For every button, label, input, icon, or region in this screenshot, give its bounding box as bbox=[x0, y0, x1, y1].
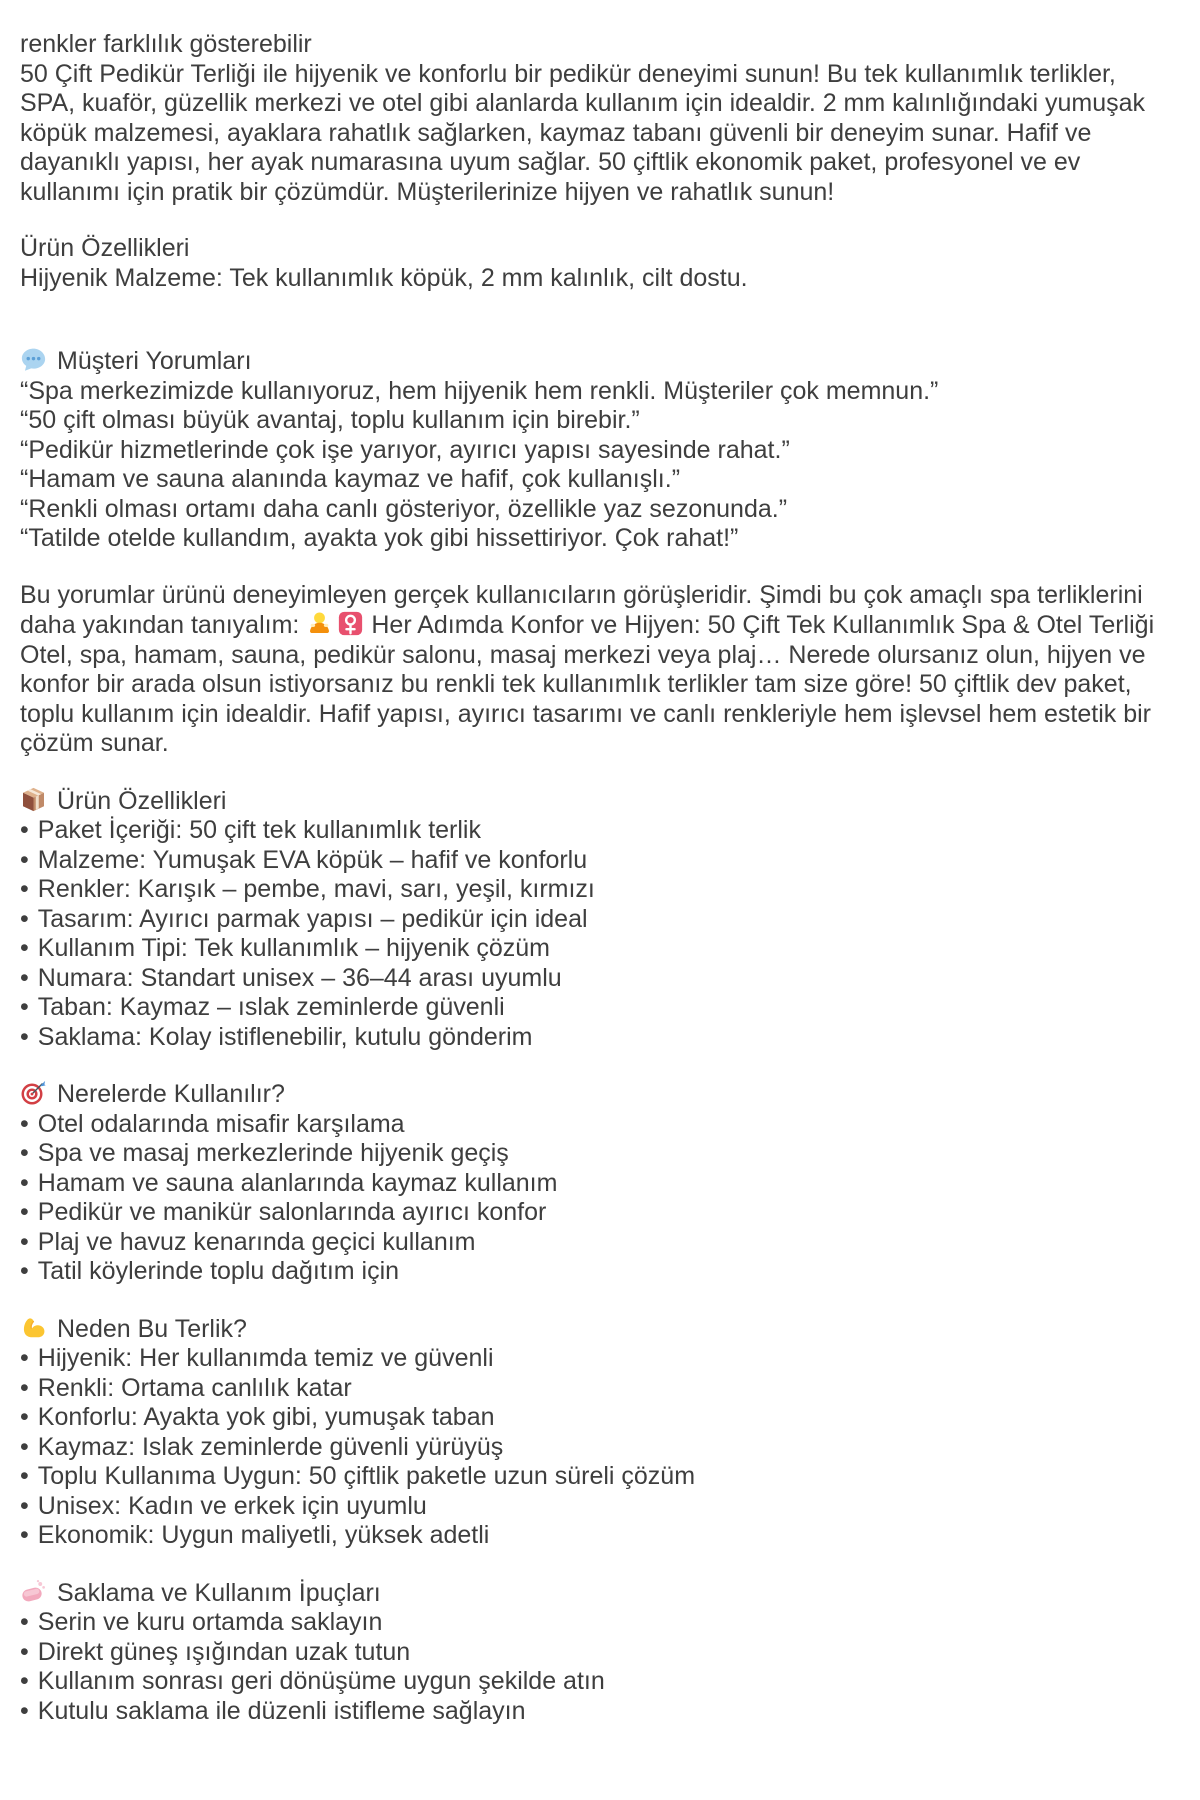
why-bullet: • Toplu Kullanıma Uygun: 50 çiftlik paketle uzun süreli çözüm bbox=[20, 1462, 696, 1490]
feature-bullet: • Kullanım Tipi: Tek kullanımlık – hijyenik çözüm bbox=[20, 934, 551, 962]
bullet-marker: • bbox=[20, 1109, 29, 1138]
spacer bbox=[20, 293, 1180, 346]
package-icon bbox=[20, 786, 47, 813]
use-bullet: • Otel odalarında misafir karşılama bbox=[20, 1109, 405, 1138]
product-features-heading: Ürün Özellikleri bbox=[20, 786, 1160, 817]
bullet-marker: • bbox=[20, 1227, 29, 1256]
bullet-marker: • bbox=[20, 816, 29, 844]
storage-bullet: • Kullanım sonrası geri dönüşüme uygun şekilde atın bbox=[20, 1667, 605, 1695]
bullet-marker: • bbox=[20, 1198, 29, 1226]
usage-paragraph: Otel, spa, hamam, sauna, pedikür salonu, masaj merkezi veya plaj… Nerede olursanız olun, hijyen ve konfor bir arada olsun istiyorsanız bu renkli tek kullanımlık terlikler tam size göre! 50 çiftlik dev paket, toplu kullanım için idealdir. Hafif yapısı, ayırıcı tasarımı ve canlı renkleriyle hem işlevsel hem estetik bir çözüm sunar. bbox=[20, 640, 1151, 757]
feature-bullet: • Saklama: Kolay istiflenebilir, kutulu gönderim bbox=[20, 1022, 533, 1051]
bullet-marker: • bbox=[20, 1022, 29, 1051]
bullet-marker: • bbox=[20, 1462, 29, 1490]
speech-balloon-icon bbox=[20, 346, 47, 373]
simple-features-detail: Hijyenik Malzeme: Tek kullanımlık köpük, 2 mm kalınlık, cilt dostu. bbox=[20, 263, 748, 292]
why-bullet: • Unisex: Kadın ve erkek için uyumlu bbox=[20, 1491, 427, 1520]
where-to-use-heading: Nerelerde Kullanılır? bbox=[20, 1079, 1160, 1110]
bullet-marker: • bbox=[20, 1373, 29, 1402]
why-bullet: • Konforlu: Ayakta yok gibi, yumuşak taban bbox=[20, 1403, 495, 1431]
intro-paragraph: 50 Çift Pedikür Terliği ile hijyenik ve konforlu bir pedikür deneyimi sunun! Bu tek kullanımlık terlikler, SPA, kuaför, güzellik merkezi ve otel gibi alanlarda kullanım için idealdir. 2 mm kalınlığındaki yumuşak köpük malzemesi, ayaklara rahatlık sağlarken, kaymaz tabanı güvenli bir deneyim sunar. Hafif ve dayanıklı yapısı, her ayak numarasına uyum sağlar. 50 çiftlik ekonomik paket, profesyonel ve ev kullanımı için pratik bir çözümdür. Müşterilerinize hijyen ve rahatlık sunun! bbox=[20, 59, 1146, 206]
transition-paragraph bbox=[20, 581, 1160, 641]
feature-bullet: • Tasarım: Ayırıcı parmak yapısı – pedikür için ideal bbox=[20, 904, 588, 933]
bullet-marker: • bbox=[20, 875, 29, 903]
storage-tips-heading: Saklama ve Kullanım İpuçları bbox=[20, 1578, 1160, 1609]
bullet-marker: • bbox=[20, 963, 29, 992]
bullet-marker: • bbox=[20, 845, 29, 874]
feature-bullet: • Taban: Kaymaz – ıslak zeminlerde güvenli bbox=[20, 993, 505, 1021]
customer-quote: “Tatilde otelde kullandım, ayakta yok gibi hissettiriyor. Çok rahat!” bbox=[20, 524, 739, 552]
use-bullet: • Tatil köylerinde toplu dağıtım için bbox=[20, 1257, 400, 1285]
bullet-marker: • bbox=[20, 993, 29, 1021]
feature-bullet: • Malzeme: Yumuşak EVA köpük – hafif ve konforlu bbox=[20, 845, 588, 874]
spacer bbox=[20, 207, 1180, 234]
bullet-marker: • bbox=[20, 1139, 29, 1167]
spacer bbox=[20, 1551, 1180, 1578]
use-bullet: • Spa ve masaj merkezlerinde hijyenik geçiş bbox=[20, 1139, 509, 1167]
bullet-marker: • bbox=[20, 1344, 29, 1372]
why-bullet: • Ekonomik: Uygun maliyetli, yüksek adetli bbox=[20, 1521, 490, 1549]
reviews-heading-label: Müşteri Yorumları bbox=[57, 347, 252, 375]
bullet-marker: • bbox=[20, 1257, 29, 1285]
use-bullet: • Plaj ve havuz kenarında geçici kullanım bbox=[20, 1227, 476, 1256]
feature-bullet: • Renkler: Karışık – pembe, mavi, sarı, yeşil, kırmızı bbox=[20, 875, 595, 903]
spacer bbox=[20, 759, 1180, 786]
bullet-marker: • bbox=[20, 934, 29, 962]
flexed-biceps-icon bbox=[20, 1314, 47, 1341]
bullet-marker: • bbox=[20, 1608, 29, 1636]
bullet-marker: • bbox=[20, 1637, 29, 1666]
transition-text-before: Bu yorumlar ürünü deneyimleyen gerçek kullanıcıların görüşleridir. Şimdi bu çok amaçlı spa terliklerini daha yakından tanıyalım: bbox=[20, 580, 1143, 639]
bullet-marker: • bbox=[20, 1521, 29, 1549]
customer-quote: “Pedikür hizmetlerinde çok işe yarıyor, ayırıcı yapısı sayesinde rahat.” bbox=[20, 435, 790, 464]
storage-bullet: • Serin ve kuru ortamda saklayın bbox=[20, 1608, 383, 1636]
female-sign-icon bbox=[337, 610, 364, 637]
soap-icon bbox=[20, 1578, 47, 1605]
spacer bbox=[20, 1052, 1180, 1079]
color-disclaimer: renkler farklılık gösterebilir bbox=[20, 30, 312, 58]
use-bullet: • Pedikür ve manikür salonlarında ayırıcı konfor bbox=[20, 1198, 547, 1226]
bullet-marker: • bbox=[20, 1432, 29, 1461]
spacer bbox=[20, 554, 1180, 581]
spacer bbox=[20, 1287, 1180, 1314]
customer-quote: “Renkli olması ortamı daha canlı gösteriyor, özellikle yaz sezonunda.” bbox=[20, 494, 788, 523]
bullet-marker: • bbox=[20, 1696, 29, 1725]
bullet-marker: • bbox=[20, 1491, 29, 1520]
simple-features-heading: Ürün Özellikleri bbox=[20, 234, 190, 262]
use-bullet: • Hamam ve sauna alanlarında kaymaz kullanım bbox=[20, 1168, 558, 1197]
feature-bullet: • Numara: Standart unisex – 36–44 arası uyumlu bbox=[20, 963, 562, 992]
feature-bullet: • Paket İçeriği: 50 çift tek kullanımlık terlik bbox=[20, 816, 481, 844]
transition-text-after: Her Adımda Konfor ve Hijyen: 50 Çift Tek Kullanımlık Spa & Otel Terliği bbox=[371, 611, 1155, 639]
bullet-marker: • bbox=[20, 1403, 29, 1431]
storage-bullet: • Direkt güneş ışığından uzak tutun bbox=[20, 1637, 411, 1666]
customer-quote: “Hamam ve sauna alanında kaymaz ve hafif, çok kullanışlı.” bbox=[20, 465, 681, 493]
why-bullet: • Kaymaz: Islak zeminlerde güvenli yürüyüş bbox=[20, 1432, 504, 1461]
storage-bullet: • Kutulu saklama ile düzenli istifleme sağlayın bbox=[20, 1696, 526, 1725]
customer-quote: “Spa merkezimizde kullanıyoruz, hem hijyenik hem renkli. Müşteriler çok memnun.” bbox=[20, 376, 939, 405]
bullet-marker: • bbox=[20, 904, 29, 933]
customer-quote: “50 çift olması büyük avantaj, toplu kullanım için birebir.” bbox=[20, 406, 640, 434]
bullet-marker: • bbox=[20, 1667, 29, 1695]
why-this-heading: Neden Bu Terlik? bbox=[20, 1314, 1160, 1345]
reviews-heading bbox=[20, 346, 1160, 377]
bullet-marker: • bbox=[20, 1168, 29, 1197]
target-icon bbox=[20, 1079, 47, 1106]
person-getting-massage-icon bbox=[306, 610, 333, 637]
why-bullet: • Renkli: Ortama canlılık katar bbox=[20, 1373, 352, 1402]
why-bullet: • Hijyenik: Her kullanımda temiz ve güvenli bbox=[20, 1344, 494, 1372]
